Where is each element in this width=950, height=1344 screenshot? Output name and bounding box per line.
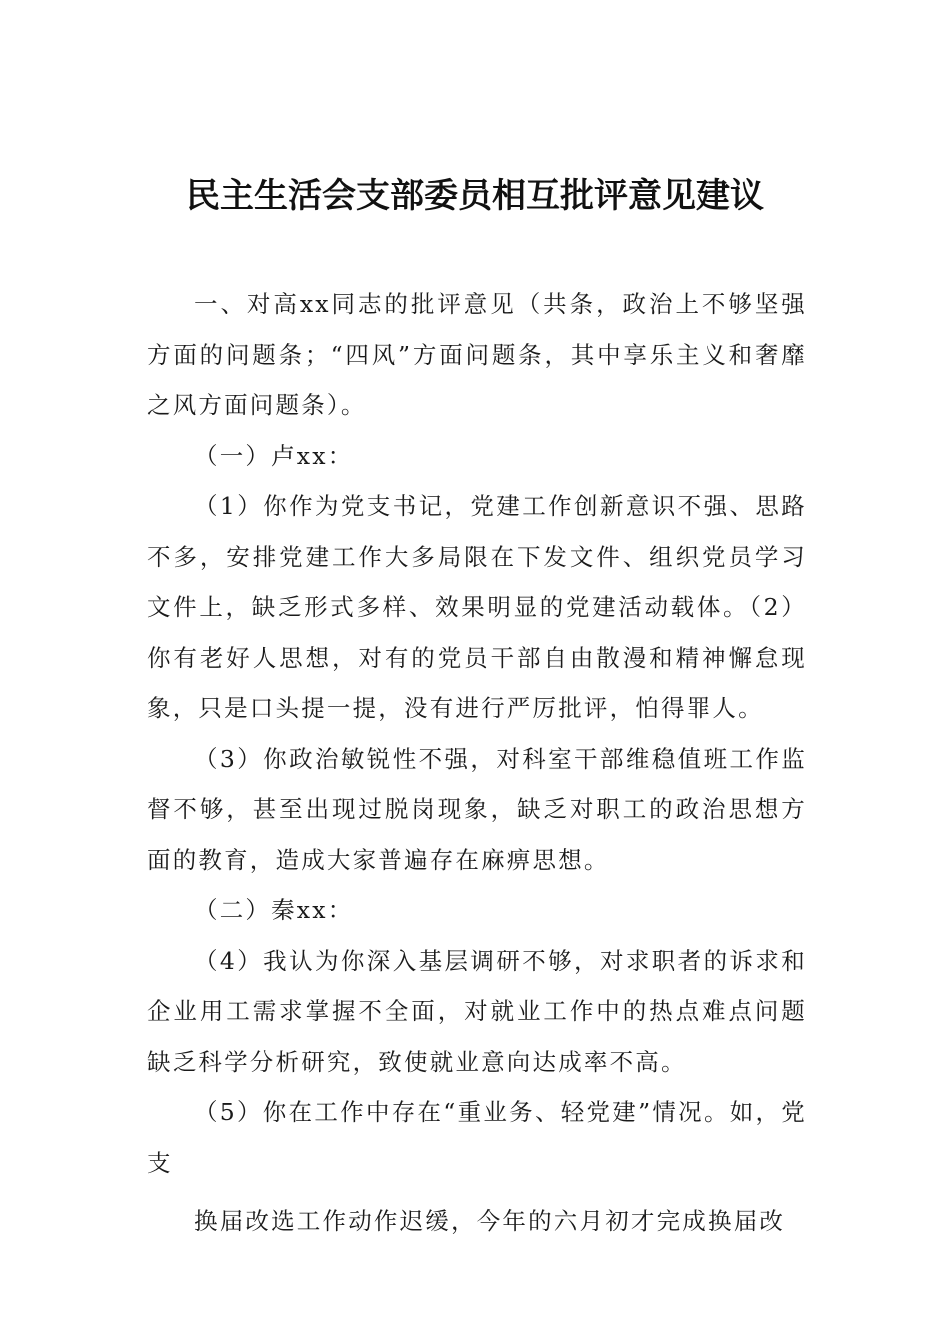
- paragraph-intro: 一、对高xx同志的批评意见（共条，政治上不够坚强方面的问题条；“四风”方面问题条，其中享乐主义和奢靡之风方面问题条）。: [147, 290, 807, 419]
- paragraph-lu-items-1-2: （1）你作为党支书记，党建工作创新意识不强、思路不多，安排党建工作大多局限在下发文件、组织党员学习文件上，缺乏形式多样、效果明显的党建活动载体。（2）你有老好人思想，对有的党员干部自由散漫和精神懈怠现象，只是口头提一提，没有进行严厉批评，怕得罪人。: [147, 492, 807, 722]
- paragraph-qin-item-4: （4）我认为你深入基层调研不够，对求职者的诉求和企业用工需求掌握不全面，对就业工作中的热点难点问题缺乏科学分析研究，致使就业意向达成率不高。: [147, 946, 807, 1076]
- paragraph-continuation: 换届改选工作动作迟缓，今年的六月初才完成换届改: [194, 1207, 786, 1235]
- paragraph-heading-qin: （二）秦xx：: [194, 896, 354, 924]
- paragraph-qin-item-5: （5）你在工作中存在“重业务、轻党建”情况。如，党支: [147, 1098, 807, 1177]
- document-body: [147, 279, 807, 1247]
- document-title: 民主生活会支部委员相互批评意见建议: [186, 176, 764, 216]
- paragraph-lu-item-3: （3）你政治敏锐性不强，对科室干部维稳值班工作监督不够，甚至出现过脱岗现象，缺乏对职工的政治思想方面的教育，造成大家普遍存在麻痹思想。: [147, 744, 807, 874]
- paragraph-heading-lu: （一）卢xx：: [194, 441, 354, 470]
